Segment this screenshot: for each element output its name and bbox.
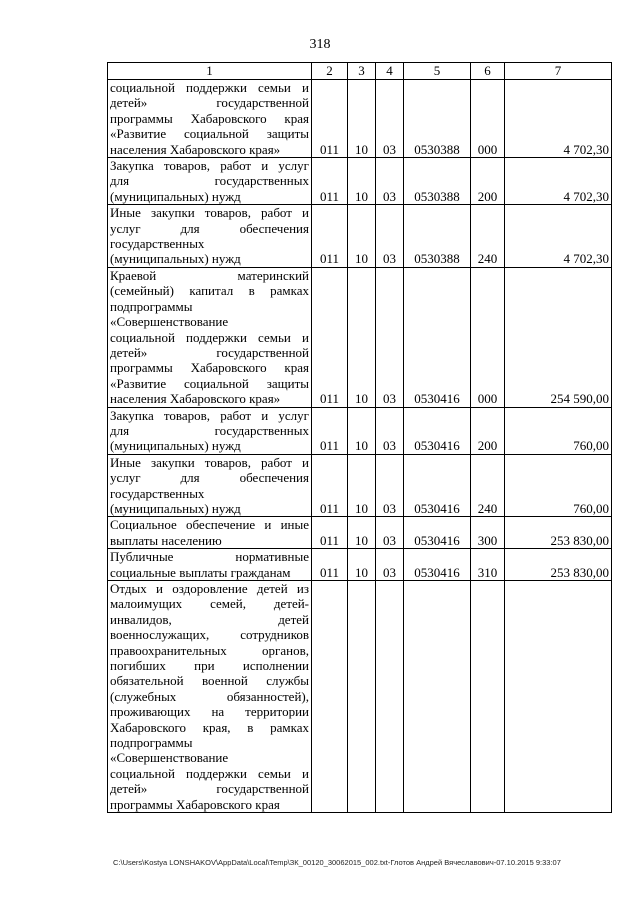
table-row: [108, 158, 612, 205]
amount-cell: 253 830,00: [505, 549, 612, 581]
column-header: 3: [348, 63, 376, 80]
subsection-code-cell: 03: [376, 205, 404, 268]
section-code-cell: 10: [348, 80, 376, 158]
description-line: Иные закупки товаров, работ и: [110, 205, 309, 221]
section-code-cell: 10: [348, 267, 376, 407]
description-line: правоохранительных органов,: [110, 642, 309, 658]
table-row: [108, 407, 612, 454]
description-line: «Совершенствование: [110, 750, 229, 766]
description-line: погибших при исполнении: [110, 658, 309, 674]
target-article-cell: 0530388: [404, 158, 471, 205]
description-line: программы Хабаровского края: [110, 796, 280, 812]
expense-type-cell: 310: [471, 549, 505, 581]
table-row: [108, 454, 612, 517]
amount-cell: 254 590,00: [505, 267, 612, 407]
row-description: [108, 205, 312, 268]
ministry-code-cell: 011: [312, 454, 348, 517]
description-line: «Развитие социальной защиты: [110, 375, 309, 391]
subsection-code-cell: 03: [376, 267, 404, 407]
header-row: [108, 63, 612, 80]
description-line: инвалидов, детей: [110, 611, 309, 627]
amount-cell: 253 830,00: [505, 517, 612, 549]
table-row: [108, 517, 612, 549]
description-line: Социальное обеспечение и иные: [110, 517, 309, 533]
subsection-code-cell: [376, 581, 404, 813]
ministry-code-cell: 011: [312, 205, 348, 268]
target-article-cell: 0530416: [404, 454, 471, 517]
target-article-cell: 0530388: [404, 80, 471, 158]
description-line: детей» государственной: [110, 95, 309, 111]
ministry-code-cell: 011: [312, 517, 348, 549]
description-line: Иные закупки товаров, работ и: [110, 454, 309, 470]
expense-type-cell: 000: [471, 80, 505, 158]
description-line: услуг для обеспечения: [110, 470, 309, 486]
column-header: 5: [404, 63, 471, 80]
subsection-code-cell: 03: [376, 549, 404, 581]
column-header: 1: [108, 63, 312, 80]
column-header: 2: [312, 63, 348, 80]
description-line: выплаты населению: [110, 532, 222, 548]
description-line: проживающих на территории: [110, 704, 309, 720]
section-code-cell: 10: [348, 158, 376, 205]
description-line: (муниципальных) нужд: [110, 500, 241, 516]
amount-cell: [505, 581, 612, 813]
ministry-code-cell: 011: [312, 549, 348, 581]
description-line: Хабаровского края, в рамках: [110, 719, 309, 735]
ministry-code-cell: 011: [312, 158, 348, 205]
amount-cell: 4 702,30: [505, 205, 612, 268]
description-line: (служебных обязанностей),: [110, 688, 309, 704]
table-row: [108, 80, 612, 158]
target-article-cell: 0530388: [404, 205, 471, 268]
target-article-cell: [404, 581, 471, 813]
row-description: [108, 267, 312, 407]
description-line: населения Хабаровского края»: [110, 141, 281, 157]
section-code-cell: [348, 581, 376, 813]
amount-cell: 4 702,30: [505, 158, 612, 205]
description-line: Краевой материнский: [110, 267, 309, 283]
description-line: малоимущих семей, детей-: [110, 596, 309, 612]
column-header: 4: [376, 63, 404, 80]
target-article-cell: 0530416: [404, 517, 471, 549]
description-line: обязательной военной службы: [110, 673, 309, 689]
column-header: 6: [471, 63, 505, 80]
description-line: Закупка товаров, работ и услуг: [110, 407, 309, 423]
subsection-code-cell: 03: [376, 158, 404, 205]
amount-cell: 760,00: [505, 454, 612, 517]
description-line: для государственных: [110, 173, 309, 189]
subsection-code-cell: 03: [376, 454, 404, 517]
row-description: [108, 581, 312, 813]
description-line: социальной поддержки семьи и: [110, 765, 309, 781]
description-line: государственных: [110, 485, 205, 501]
table-row: [108, 549, 612, 581]
table-row: [108, 581, 612, 813]
description-line: государственных: [110, 236, 205, 252]
description-line: военнослужащих, сотрудников: [110, 627, 309, 643]
table-row: [108, 205, 612, 268]
subsection-code-cell: 03: [376, 407, 404, 454]
amount-cell: 4 702,30: [505, 80, 612, 158]
section-code-cell: 10: [348, 549, 376, 581]
expense-type-cell: 000: [471, 267, 505, 407]
target-article-cell: 0530416: [404, 267, 471, 407]
row-description: [108, 517, 312, 549]
row-description: [108, 158, 312, 205]
amount-cell: 760,00: [505, 407, 612, 454]
section-code-cell: 10: [348, 517, 376, 549]
description-line: программы Хабаровского края: [110, 360, 309, 376]
description-line: (муниципальных) нужд: [110, 251, 241, 267]
table-row: [108, 267, 612, 407]
description-line: «Совершенствование: [110, 314, 229, 330]
description-line: программы Хабаровского края: [110, 110, 309, 126]
expense-type-cell: 240: [471, 205, 505, 268]
description-line: Публичные нормативные: [110, 549, 309, 565]
description-line: (муниципальных) нужд: [110, 438, 241, 454]
description-line: для государственных: [110, 422, 309, 438]
description-line: подпрограммы: [110, 298, 193, 314]
description-line: Отдых и оздоровление детей из: [110, 581, 309, 596]
file-path-footer: C:\Users\Kostya LONSHAKOV\AppData\Local\Temp\ЗК_00120_30062015_002.txt-Глотов Андрей Вячеславович-07.10.2015 9:33:07: [113, 858, 561, 867]
description-line: (семейный) капитал в рамках: [110, 283, 309, 299]
ministry-code-cell: [312, 581, 348, 813]
page-number: 318: [309, 37, 331, 52]
ministry-code-cell: 011: [312, 80, 348, 158]
subsection-code-cell: 03: [376, 80, 404, 158]
description-line: (муниципальных) нужд: [110, 188, 241, 204]
column-header: 7: [505, 63, 612, 80]
description-line: Закупка товаров, работ и услуг: [110, 158, 309, 174]
budget-table: [107, 62, 612, 813]
row-description: [108, 454, 312, 517]
description-line: социальные выплаты гражданам: [110, 564, 291, 580]
expense-type-cell: 300: [471, 517, 505, 549]
description-line: социальной поддержки семьи и: [110, 80, 309, 95]
row-description: [108, 407, 312, 454]
expense-type-cell: [471, 581, 505, 813]
description-line: услуг для обеспечения: [110, 220, 309, 236]
description-line: детей» государственной: [110, 781, 309, 797]
description-line: социальной поддержки семьи и: [110, 329, 309, 345]
ministry-code-cell: 011: [312, 267, 348, 407]
section-code-cell: 10: [348, 407, 376, 454]
description-line: «Развитие социальной защиты: [110, 126, 309, 142]
description-line: населения Хабаровского края»: [110, 391, 281, 407]
description-line: детей» государственной: [110, 344, 309, 360]
target-article-cell: 0530416: [404, 549, 471, 581]
target-article-cell: 0530416: [404, 407, 471, 454]
section-code-cell: 10: [348, 205, 376, 268]
row-description: [108, 549, 312, 581]
expense-type-cell: 240: [471, 454, 505, 517]
expense-type-cell: 200: [471, 158, 505, 205]
ministry-code-cell: 011: [312, 407, 348, 454]
row-description: [108, 80, 312, 158]
section-code-cell: 10: [348, 454, 376, 517]
description-line: подпрограммы: [110, 735, 193, 751]
subsection-code-cell: 03: [376, 517, 404, 549]
expense-type-cell: 200: [471, 407, 505, 454]
